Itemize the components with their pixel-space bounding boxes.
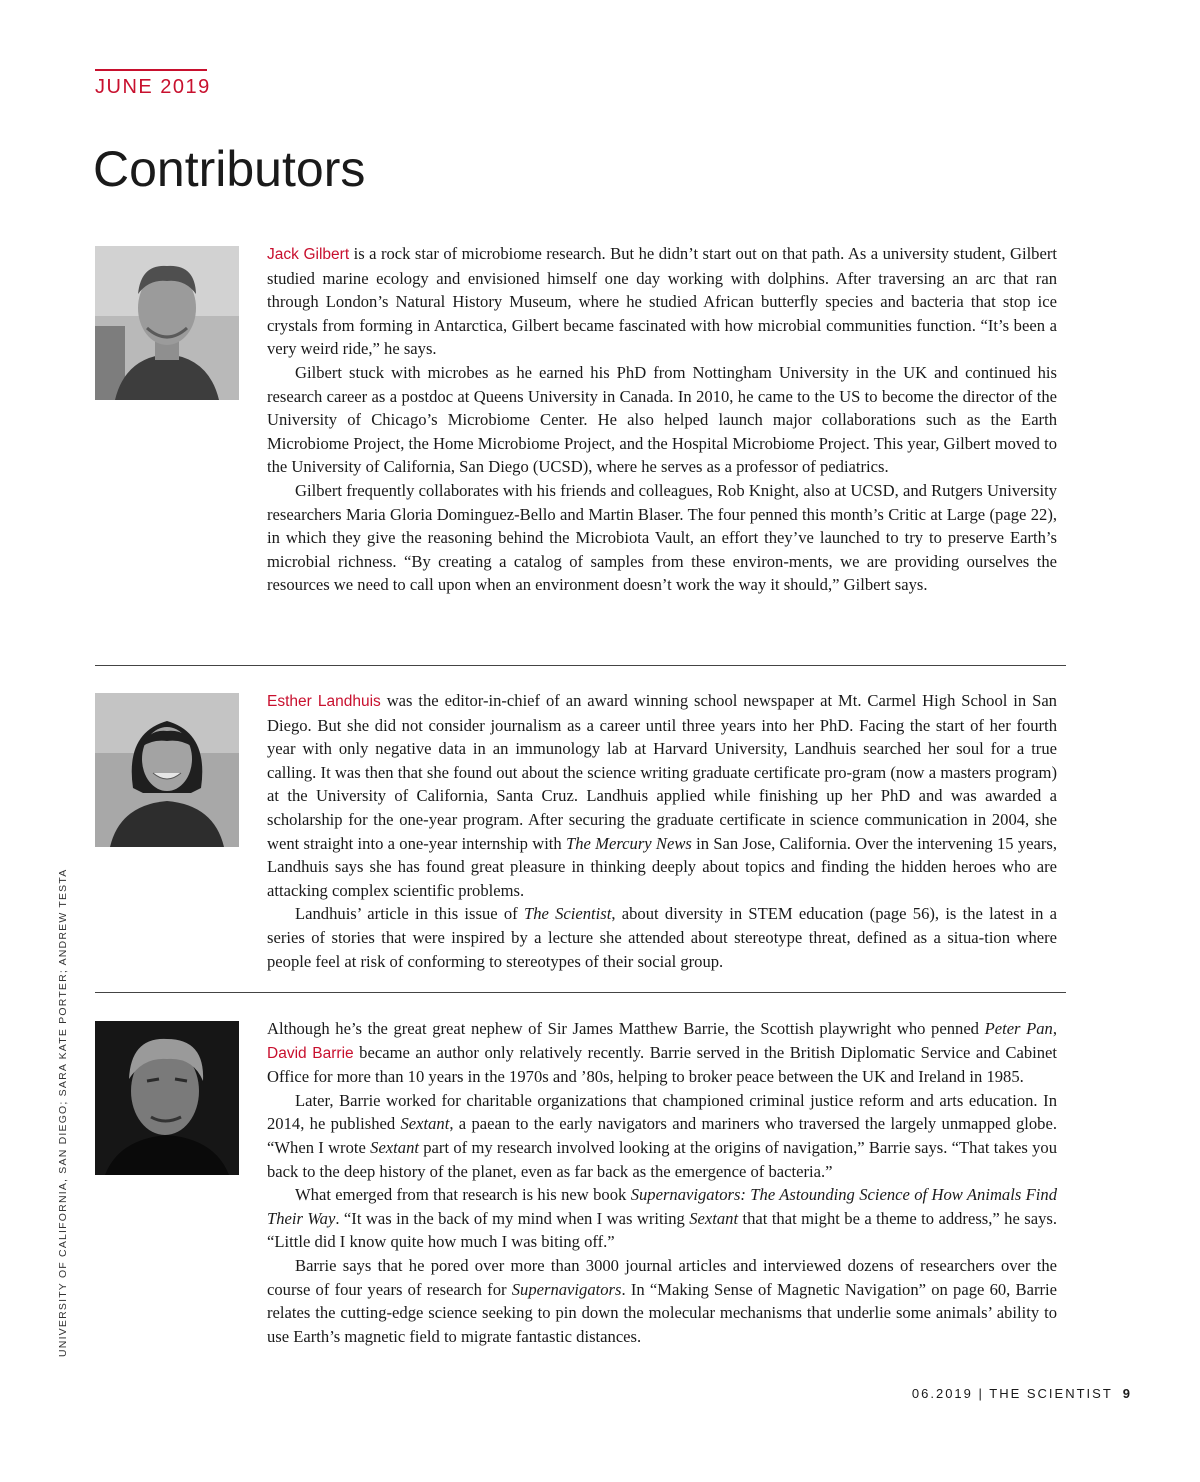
section-divider xyxy=(95,665,1066,666)
bio-paragraph: Gilbert stuck with microbes as he earned his PhD from Nottingham University in the UK and continued his research career as a postdoc at Queens University in Canada. In 2010, he came to the US to become the director of the University of Chicago’s Microbiome Center. He also helped launch major collaborations such as the Earth Microbiome Project, the Home Microbiome Project, and the Hospital Microbiome Project. This year, Gilbert moved to the University of California, San Diego (UCSD), where he serves as a professor of pediatrics. xyxy=(267,362,1057,477)
bio-paragraph: Jack Gilbert is a rock star of microbiome research. But he didn’t start out on that path. As a university student, Gilbert studied marine ecology and envisioned himself one day working with dolphins. After traversing an arc that ran through London’s Natural History Museum, where he studied African butterfly species and bacteria that stop ice crystals from forming in Antarctica, Gilbert became fascinated with how microbial communities function. “It’s been a very weird ride,” he says. xyxy=(267,244,1057,359)
contributor-name: Jack Gilbert xyxy=(267,246,350,263)
page-footer xyxy=(912,1386,1130,1401)
david-barrie-photo xyxy=(95,1021,239,1175)
jack-gilbert-photo xyxy=(95,246,239,400)
bio-paragraph: What emerged from that research is his new book Supernavigators: The Astounding Science of How Animals Find Their Way. “It was in the back of my mind when I was writing Sextant that that might be a theme to address,” he says. “Little did I know quite how much I was biting off.” xyxy=(267,1185,1058,1252)
bio-paragraph: Although he’s the great great nephew of Sir James Matthew Barrie, the Scottish playwright who penned Peter Pan, David Barrie became an author only relatively recently. Barrie served in the British Diplomatic Service and Cabinet Office for more than 10 years in the 1970s and ’80s, helping to broker peace between the UK and Ireland in 1985. xyxy=(267,1019,1057,1087)
issue-date: JUNE 2019 xyxy=(95,76,211,98)
bio-paragraph: Barrie says that he pored over more than 3000 journal articles and interviewed dozens of researchers over the course of four years of research for Supernavigators. In “Making Sense of Magnetic Navigation” on page 60, Barrie relates the cutting-edge science seeking to pin down the molecular mechanisms that underlie some animals’ ability to use Earth’s magnetic field to migrate fantastic distances. xyxy=(267,1255,1058,1346)
jack-gilbert-bio xyxy=(267,242,1057,597)
esther-landhuis-photo xyxy=(95,693,239,847)
bio-paragraph: Esther Landhuis was the editor-in-chief of an award winning school newspaper at Mt. Carmel High School in San Diego. But she did not consider journalism as a career until three years into her PhD. Facing the start of her fourth year with only negative data in an immunology lab at Harvard University, Landhuis searched her soul for a true calling. It was then that she found out about the science writing graduate certificate pro-gram (now a masters program) at the University of California, Santa Cruz. Landhuis applied while finishing up her PhD and was awarded a scholarship for the one-year program. After securing the graduate certificate in science communication in 2004, she went straight into a one-year internship with The Mercury News in San Jose, California. Over the intervening 15 years, Landhuis says she has found great pleasure in thinking deeply about topics and finding the hidden heroes who are attacking complex scientific problems. xyxy=(267,691,1057,900)
issue-date-rule xyxy=(95,69,207,71)
bio-paragraph: Later, Barrie worked for charitable organizations that championed criminal justice reform and arts education. In 2014, he published Sextant, a paean to the early navigators and mariners who traversed the largely unmapped globe. “When I wrote Sextant part of my research involved looking at the origins of navigation,” Barrie says. “That takes you back to the deep history of the planet, even as far back as the emergence of bacteria.” xyxy=(267,1090,1057,1181)
bio-paragraph: Gilbert frequently collaborates with his friends and colleagues, Rob Knight, also at UCSD, and Rutgers University researchers Maria Gloria Dominguez-Bello and Martin Blaser. The four penned this month’s Critic at Large (page 22), in which they give the reasoning behind the Microbiota Vault, an effort they’ve launched to try to preserve Earth’s microbial richness. “By creating a catalog of samples from these environ-ments, we are providing ourselves the resources we need to call upon when an environment doesn’t work the way it should,” Gilbert says. xyxy=(267,480,1057,595)
page-number: 9 xyxy=(1122,1386,1130,1401)
contributor-name: David Barrie xyxy=(267,1044,354,1062)
page-title: Contributors xyxy=(93,141,366,197)
photo-credit: UNIVERSITY OF CALIFORNIA, SAN DIEGO; SARA KATE PORTER; ANDREW TESTA xyxy=(57,868,69,1357)
contributor-name: Esther Landhuis xyxy=(267,693,381,710)
david-barrie-bio xyxy=(267,1017,1057,1348)
footer-issue: 06.2019 | THE SCIENTIST xyxy=(911,1386,1113,1401)
bio-paragraph: Landhuis’ article in this issue of The Scientist, about diversity in STEM education (page 56), is the latest in a series of stories that were inspired by a lecture she attended about stereotype threat, defined as a situa-tion where people feel at risk of conforming to stereotypes of their social group. xyxy=(267,904,1058,971)
esther-landhuis-bio xyxy=(267,689,1057,973)
section-divider xyxy=(95,992,1066,993)
